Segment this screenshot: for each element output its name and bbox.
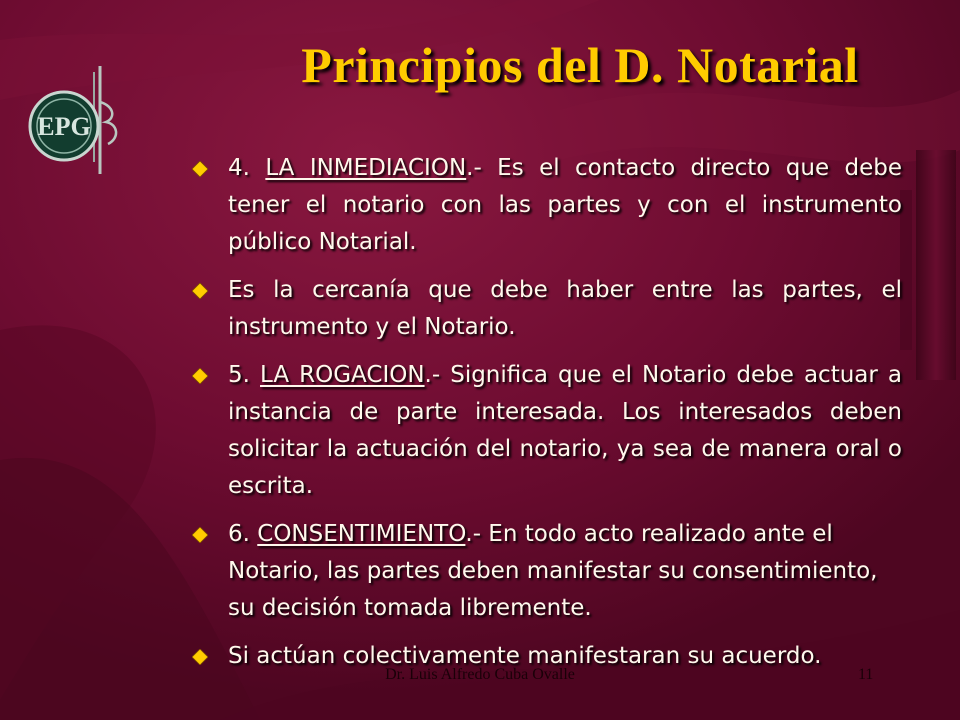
diamond-bullet-icon	[192, 649, 208, 665]
footer-author: Dr. Luis Alfredo Cuba Ovalle	[385, 666, 575, 683]
bullet-item	[190, 516, 902, 627]
diamond-bullet-icon	[192, 527, 208, 543]
diamond-bullet-icon	[192, 161, 208, 177]
logo-text: EPG	[37, 112, 91, 141]
bullet-text: .- En todo acto realizado ante el Notario, las partes deben manifestar su consentimiento, su decisión tomada libremente.	[228, 521, 878, 621]
bullet-list	[190, 150, 902, 675]
bullet-text: Es la cercanía que debe haber entre las partes, el instrumento y el Notario.	[228, 277, 902, 340]
bullet-text: Si actúan colectivamente manifestaran su acuerdo.	[228, 643, 822, 669]
bullet-term: LA INMEDIACION	[265, 155, 467, 181]
bullet-item	[190, 357, 902, 505]
bullet-text: .- Es el contacto directo que debe tener el notario con las partes y con el instrumento público Notarial.	[228, 155, 902, 255]
bullet-term: LA ROGACION	[260, 362, 425, 388]
epg-logo	[22, 62, 132, 182]
bullet-text: .- Significa que el Notario debe actuar a instancia de parte interesada. Los interesados deben solicitar la actuación del notario, ya sea de manera oral o escrita.	[228, 362, 902, 499]
bullet-prefix: 6.	[228, 521, 258, 547]
bullet-prefix: 5.	[228, 362, 261, 388]
slide-title: Principios del D. Notarial	[301, 37, 859, 93]
bullet-prefix: 4.	[228, 155, 266, 181]
bullet-item	[190, 150, 902, 261]
diamond-bullet-icon	[192, 368, 208, 384]
bullet-item	[190, 272, 902, 346]
bullet-term: CONSENTIMIENTO	[257, 521, 466, 547]
slide-number: 11	[858, 666, 874, 683]
diamond-bullet-icon	[192, 283, 208, 299]
